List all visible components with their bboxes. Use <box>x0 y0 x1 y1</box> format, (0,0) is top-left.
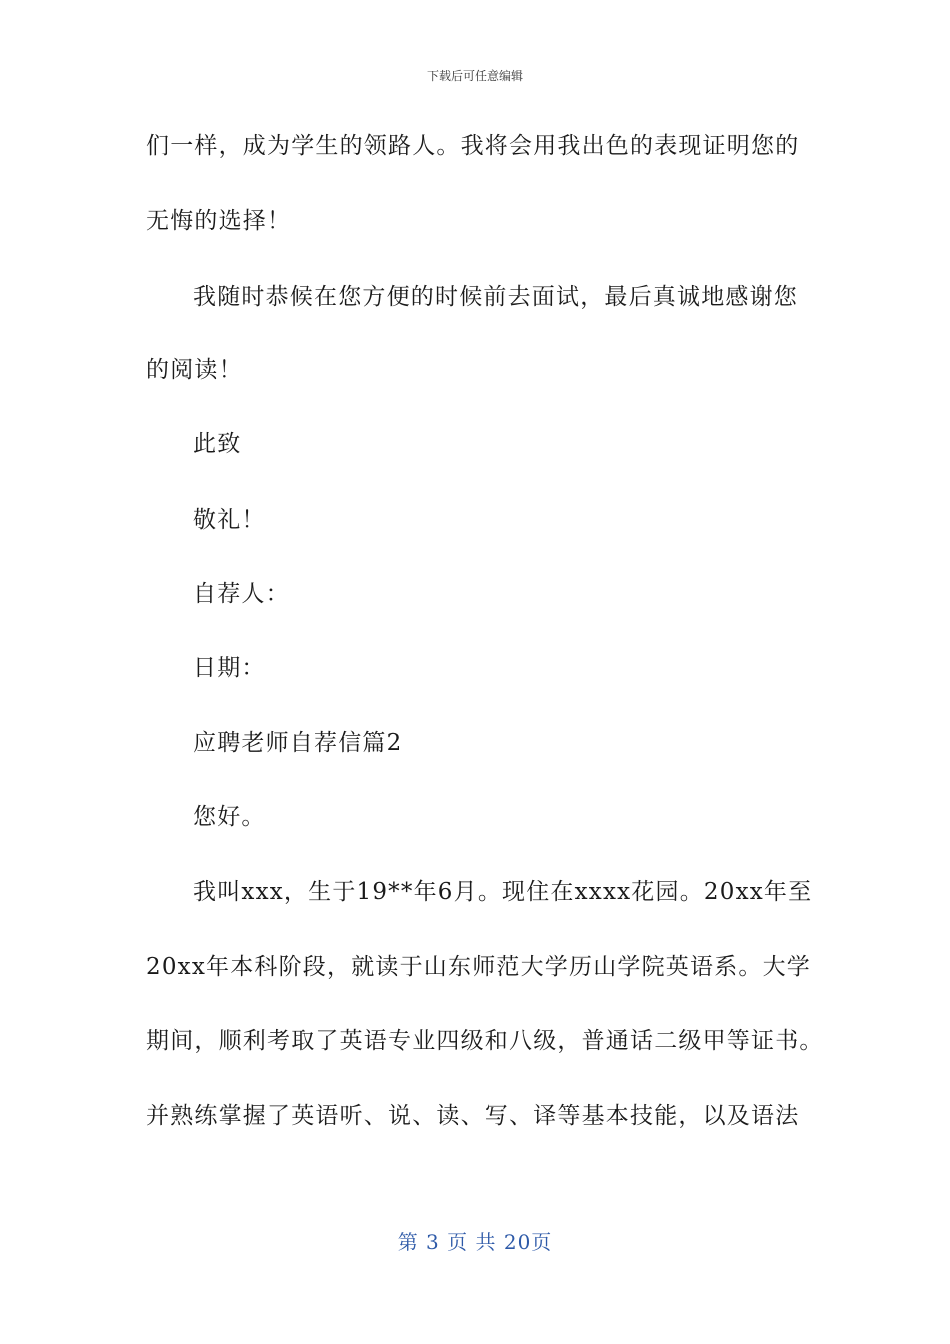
section-title: 应聘老师自荐信篇2 <box>193 730 403 756</box>
greeting-line: 您好。 <box>193 804 266 830</box>
body-line: 20xx年本科阶段，就读于山东师范大学历山学院英语系。大学 <box>146 954 812 980</box>
body-line: 无悔的选择！ <box>146 208 292 234</box>
signer-label: 自荐人： <box>193 581 290 607</box>
date-label: 日期： <box>193 655 266 681</box>
body-line: 的阅读！ <box>146 357 243 383</box>
salutation-line: 敬礼！ <box>193 507 266 533</box>
body-line: 们一样，成为学生的领路人。我将会用我出色的表现证明您的 <box>146 133 800 159</box>
body-line: 期间，顺利考取了英语专业四级和八级，普通话二级甲等证书。 <box>146 1028 824 1054</box>
body-line: 我叫xxx，生于19**年6月。现住在xxxx花园。20xx年至 <box>193 879 813 905</box>
page-number: 第 3 页 共 20页 <box>397 1230 553 1254</box>
page-header: 下载后可任意编辑 <box>426 69 523 83</box>
body-line: 我随时恭候在您方便的时候前去面试，最后真诚地感谢您 <box>193 284 798 310</box>
body-line: 并熟练掌握了英语听、说、读、写、译等基本技能，以及语法 <box>146 1103 800 1129</box>
closing-line: 此致 <box>193 431 242 457</box>
